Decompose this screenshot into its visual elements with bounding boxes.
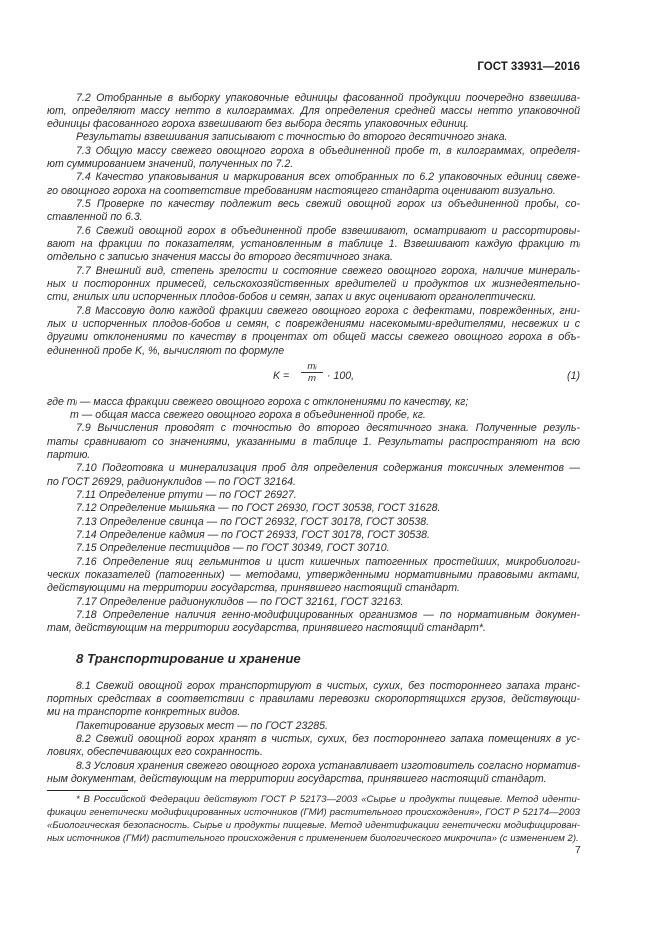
paragraph: [47, 529, 580, 542]
paragraph: [47, 733, 580, 760]
paragraph: [47, 171, 580, 198]
paragraph: [47, 409, 580, 422]
paragraph: [47, 265, 580, 305]
text-line: 8.2 Свежий овощной горох хранят в чистых, сухих, без постороннего запаха помещениях в ус-: [76, 732, 580, 745]
text-line: 7.8 Массовую долю каждой фракции свежего овощного гороха с дефектами, поврежденных, гни-: [76, 304, 580, 317]
text-line: ных источников (ГМИ) растительного происхождения с применением биологического микрочипа» (с изменением 2).: [47, 832, 579, 844]
text-line: * В Российской Федерации действуют ГОСТ Р 52173—2003 «Сырье и продукты пищевые. Метод иденти-: [76, 793, 580, 805]
text-line: сти, гнилых или испорченных плодов-бобов и семян, запах и вкус оценивают органолептически.: [47, 291, 537, 304]
text-line: единицы фасованного гороха взвешивают без выбора десять упаковочных единиц.: [47, 118, 469, 131]
paragraph: [47, 596, 580, 609]
text-line: Пакетирование грузовых мест — по ГОСТ 23285.: [76, 719, 328, 732]
paragraph: [47, 198, 580, 225]
paragraph: [47, 542, 580, 555]
formula-number: (1): [567, 370, 580, 383]
section-7-part-b: [47, 396, 580, 636]
text-line: го овощного гороха на соответствие требованиям настоящего стандарта оценивают визуально.: [47, 184, 556, 197]
text-line: 7.18 Определение наличия генно-модифицированных организмов — по нормативным докумен-: [76, 609, 580, 621]
text-line: m — общая масса свежего овощного гороха в объединенной пробе, кг.: [70, 409, 426, 422]
text-line: ми на транспорте конкретных видов.: [47, 706, 241, 719]
section-8-heading: 8 Транспортирование и хранение: [76, 650, 301, 666]
text-line: Результаты взвешивания записывают с точностью до второго десятичного знака.: [76, 131, 508, 144]
paragraph: [47, 609, 580, 636]
paragraph: [47, 556, 580, 596]
text-line: 7.12 Определение мышьяка — по ГОСТ 26930, ГОСТ 30538, ГОСТ 31628.: [76, 502, 441, 515]
text-line: фикации генетически модифицированных источников (ГМИ) растительного происхождения», ГОСТ Р 52174—2003: [47, 806, 580, 818]
text-line: ловиях, обеспечивающих его сохранность.: [47, 746, 263, 759]
text-line: партию.: [47, 449, 91, 462]
paragraph: [47, 462, 580, 489]
text-line: 7.11 Определение ртути — по ГОСТ 26927.: [76, 489, 297, 502]
text-line: таты сравнивают со значениями, указанными в таблице 1. Результаты распространяют на всю: [47, 435, 580, 448]
text-line: 7.13 Определение свинца — по ГОСТ 26932, ГОСТ 30178, ГОСТ 30538.: [76, 515, 430, 528]
text-line: по ГОСТ 26929, радионуклидов — по ГОСТ 32164.: [47, 475, 296, 488]
section-8: [47, 680, 580, 787]
paragraph: [47, 489, 580, 502]
paragraph: [47, 92, 580, 132]
formula-multiplier: · 100,: [327, 370, 355, 383]
text-line: ным документам, действующим на территории государства, принявшего настоящий стандарт.: [47, 772, 547, 785]
text-line: отдельно с записью значения массы до второго десятичного знака.: [47, 251, 393, 264]
page-number: 7: [575, 844, 581, 856]
text-line: 7.5 Проверке по качеству подлежит весь свежий овощной горох из объединенной пробы, со-: [76, 198, 580, 211]
paragraph: [47, 720, 580, 733]
text-line: 8.1 Свежий овощной горох транспортируют в чистых, сухих, без постороннего запаха транс-: [76, 679, 580, 692]
text-line: вают на фракции по показателям, установленным в таблице 1. Взвешивают каждую фракцию mᵢ: [47, 238, 580, 251]
section-7-part-a: [47, 92, 580, 359]
text-line: 7.10 Подготовка и минерализация проб для определения содержания токсичных элементов —: [76, 462, 580, 475]
paragraph: [47, 680, 580, 720]
text-line: там, действующим на территории государства, принявшего настоящий стандарт*.: [47, 622, 486, 635]
footnote-divider: [47, 790, 128, 791]
paragraph: [47, 225, 580, 265]
paragraph: [47, 396, 580, 409]
text-line: единенной пробе K, %, вычисляют по формуле: [47, 344, 285, 357]
document-code-header: ГОСТ 33931—2016: [477, 61, 580, 73]
text-line: 7.14 Определение кадмия — по ГОСТ 26933, ГОСТ 30178, ГОСТ 30538.: [76, 529, 431, 542]
text-line: другими отклонениями по качеству в процентах от общей массы свежего овощного гороха в объ-: [47, 331, 580, 344]
formula-fraction: [301, 361, 323, 384]
text-line: 7.16 Определение яиц гельминтов и цист кишечных патогенных простейших, микробиологи-: [76, 555, 580, 568]
paragraph: [47, 305, 580, 358]
text-line: ческих показателей (патогенных) — методами, утвержденными нормативными правовыми актами,: [47, 569, 580, 582]
text-line: портных средствах в соответствии с правилами перевозки скоропортящихся грузов, действующи-: [47, 692, 580, 705]
text-line: «Биологическая безопасность. Сырье и продукты пищевые. Метод идентификации генетически модифицирован-: [47, 819, 580, 831]
paragraph: [47, 131, 580, 144]
text-line: 7.3 Общую массу свежего овощного гороха в объединенной пробе m, в килограммах, определя-: [76, 144, 580, 157]
paragraph: [47, 145, 580, 172]
paragraph: [47, 422, 580, 462]
paragraph: [47, 516, 580, 529]
paragraph: [47, 502, 580, 515]
text-line: ют, определяют массу нетто в килограммах. Для определения средней массы нетто упаковочной: [47, 104, 580, 117]
text-line: 7.6 Свежий овощной горох в объединенной пробе взвешивают, осматривают и рассортировы-: [76, 224, 580, 237]
text-line: 7.2 Отобранные в выборку упаковочные единицы фасованной продукции поочередно взвешива-: [76, 91, 580, 104]
paragraph: [47, 793, 580, 845]
text-line: где mᵢ — масса фракции свежего овощного гороха с отклонениями по качеству, кг;: [47, 395, 469, 408]
footnote: [47, 793, 580, 845]
text-line: действующими на территории государства, принявшего настоящий стандарт.: [47, 582, 460, 595]
text-line: лых и испорченных плодов-бобов и семян, с повреждениями насекомыми-вредителями, несвежих и с: [47, 318, 580, 331]
document-body: [47, 92, 580, 787]
text-line: 7.17 Определение радионуклидов — по ГОСТ 32161, ГОСТ 32163.: [76, 595, 404, 608]
text-line: ставленной по 6.3.: [47, 211, 143, 224]
text-line: 7.9 Вычисления проводят с точностью до второго десятичного знака. Полученные резуль-: [76, 422, 580, 435]
text-line: ных и посторонних примесей, сельскохозяйственных вредителей и продуктов их жизнедеятельно-: [47, 278, 580, 291]
text-line: 7.15 Определение пестицидов — по ГОСТ 30349, ГОСТ 30710.: [76, 542, 390, 555]
formula-numerator: mᵢ: [301, 361, 323, 373]
text-line: 7.7 Внешний вид, степень зрелости и состояние свежего овощного гороха, наличие минераль-: [76, 264, 580, 277]
formula-denominator: m: [308, 373, 316, 385]
text-line: ют суммированием значений, полученных по 7.2.: [47, 158, 294, 171]
paragraph: [47, 760, 580, 787]
formula-lhs: K =: [273, 370, 290, 383]
text-line: 8.3 Условия хранения свежего овощного гороха устанавливает изготовитель согласно норматив-: [76, 759, 580, 772]
formula-1: [47, 358, 580, 396]
text-line: 7.4 Качество упаковывания и маркирования всех отобранных по 6.2 упаковочных единиц свеже-: [76, 171, 580, 184]
